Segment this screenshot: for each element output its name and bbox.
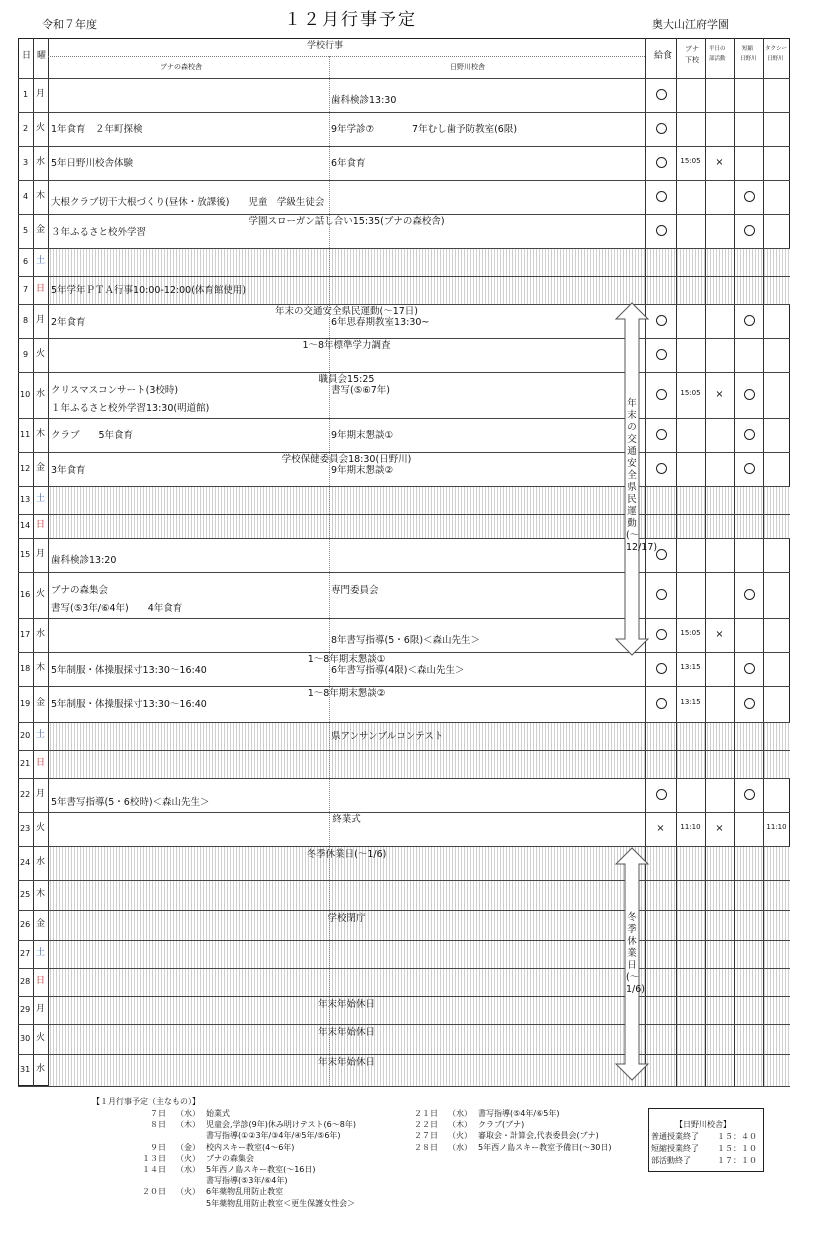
row-day: 6 — [23, 257, 29, 266]
row-day: 12 — [20, 464, 31, 473]
short-hino-mark — [744, 698, 755, 709]
row-weekday: 木 — [36, 191, 46, 201]
buna-dismissal-time: 15:05 — [680, 157, 701, 165]
page-title: １２月行事予定 — [284, 10, 417, 30]
hino-time-value: １７：１０ — [717, 1156, 757, 1165]
jan-event: 5年西ノ島スキー教室予備日(～30日) — [478, 1142, 612, 1152]
row-day: 16 — [20, 590, 31, 599]
fiscal-year: 令和７年度 — [42, 18, 97, 31]
lunch-mark — [656, 589, 667, 600]
row-day: 21 — [20, 759, 31, 768]
row-day: 20 — [20, 731, 31, 740]
lunch-mark — [656, 429, 667, 440]
row-divider — [18, 180, 790, 181]
header-club-2: 部活動 — [709, 56, 726, 62]
column-divider — [763, 38, 764, 1086]
row-weekday: 土 — [36, 256, 46, 266]
row-weekday: 金 — [36, 919, 46, 929]
column-divider — [33, 38, 34, 1086]
event-text: 3年食育 — [51, 465, 86, 476]
row-divider — [18, 146, 790, 147]
buna-dismissal-time: 15:05 — [680, 629, 701, 637]
row-day: 22 — [20, 790, 31, 799]
jan-event: ブナの森集会 — [206, 1153, 254, 1163]
row-day: 25 — [20, 890, 31, 899]
row-divider — [18, 722, 790, 723]
lunch-mark — [656, 349, 667, 360]
row-divider — [18, 880, 790, 881]
short-hino-mark — [744, 589, 755, 600]
event-text: 1～8年期末懇談① — [307, 654, 386, 665]
row-divider — [18, 686, 790, 687]
taxi-time: 11:10 — [766, 823, 787, 831]
row-weekday: 日 — [36, 976, 46, 986]
club-mark: × — [715, 629, 724, 640]
short-hino-mark — [744, 225, 755, 236]
event-text: 県アンサンブルコンテスト — [331, 731, 444, 742]
event-text: 終業式 — [332, 814, 361, 825]
row-weekday: 金 — [36, 225, 46, 235]
row-weekday: 水 — [36, 389, 46, 399]
row-weekday: 水 — [36, 629, 46, 639]
row-weekday: 火 — [36, 589, 46, 599]
row-weekday: 木 — [36, 889, 46, 899]
event-text: 6年食育 — [331, 158, 366, 169]
row-weekday: 水 — [36, 1064, 46, 1074]
row-weekday: 日 — [36, 758, 46, 768]
row-divider — [18, 338, 790, 339]
column-divider — [734, 38, 735, 1086]
event-text: 9年学診⑦ 7年むし歯予防教室(6限) — [331, 124, 518, 135]
buna-dismissal-time: 11:10 — [680, 823, 701, 831]
lunch-mark — [656, 191, 667, 202]
campus-divider — [329, 56, 330, 1086]
shaded-row-bg — [48, 750, 790, 778]
event-text: クリスマスコンサート(3校時) — [51, 385, 179, 396]
row-divider — [18, 812, 790, 813]
event-text: 年末年始休日 — [317, 1057, 375, 1068]
row-weekday: 火 — [36, 823, 46, 833]
row-weekday: 月 — [36, 315, 46, 325]
event-text: 年末年始休日 — [317, 1027, 375, 1038]
row-day: 4 — [23, 192, 29, 201]
row-weekday: 木 — [36, 429, 46, 439]
event-text: 5年制服・体操服採寸13:30～16:40 — [51, 665, 207, 676]
header-short-1: 短縮 — [742, 46, 754, 52]
short-hino-mark — [744, 191, 755, 202]
event-text: 冬季休業日(～1/6) — [306, 849, 387, 860]
row-day: 2 — [23, 124, 29, 133]
jan-event: 5年西ノ島スキー教室(～16日) — [206, 1165, 316, 1174]
row-day: 23 — [20, 824, 31, 833]
event-text: 1～8年期末懇談② — [307, 688, 386, 699]
event-text: 学校閉庁 — [327, 913, 366, 924]
row-divider — [18, 1054, 790, 1055]
row-divider — [18, 910, 790, 911]
row-day: 13 — [20, 495, 31, 504]
jan-date: ２８日 — [414, 1142, 438, 1152]
row-divider — [18, 214, 790, 215]
january-title: 【１月行事予定（主なもの）】 — [92, 1097, 200, 1106]
jan-date: ２７日 — [414, 1131, 438, 1141]
jan-weekday: （水） — [448, 1142, 472, 1152]
event-text: ブナの森集会 — [51, 585, 109, 596]
event-text: 歯科検診13:20 — [51, 555, 117, 566]
row-day: 10 — [20, 390, 31, 399]
event-text: 年末の交通安全県民運動(～17日) — [274, 306, 418, 317]
jan-weekday: （火） — [448, 1131, 472, 1141]
jan-weekday: （火） — [176, 1153, 200, 1163]
header-campus-hino: 日野川校舎 — [450, 63, 485, 71]
row-day: 8 — [23, 316, 29, 325]
lunch-mark — [656, 123, 667, 134]
row-weekday: 月 — [36, 549, 46, 559]
row-weekday: 水 — [36, 857, 46, 867]
hino-time-value: １５：１０ — [717, 1144, 757, 1153]
jan-date: ７日 — [150, 1109, 166, 1118]
event-text: 2年食育 — [51, 317, 86, 328]
row-day: 7 — [23, 285, 29, 294]
row-day: 1 — [23, 90, 29, 99]
row-weekday: 土 — [36, 948, 46, 958]
jan-weekday: （木） — [176, 1120, 200, 1130]
jan-date: １４日 — [142, 1165, 166, 1174]
jan-event: 始業式 — [206, 1109, 230, 1118]
row-divider — [18, 1086, 790, 1087]
header-buna-dismissal-2: 下校 — [685, 56, 699, 64]
event-text: 9年期末懇談② — [331, 465, 394, 476]
row-day: 24 — [20, 858, 31, 867]
column-divider — [705, 38, 706, 1086]
row-weekday: 木 — [36, 663, 46, 673]
row-divider — [18, 652, 790, 653]
jan-weekday: （金） — [176, 1142, 200, 1152]
row-day: 11 — [20, 430, 31, 439]
jan-event: 5年薬物乱用防止教室＜更生保護女性会＞ — [206, 1198, 356, 1208]
jan-date: １３日 — [142, 1153, 166, 1163]
lunch-mark — [656, 157, 667, 168]
row-weekday: 月 — [36, 1004, 46, 1014]
row-divider — [18, 778, 790, 779]
header-taxi-2: 日野川 — [767, 56, 784, 62]
lunch-mark — [656, 698, 667, 709]
jan-event: 6年薬物乱用防止教室 — [206, 1187, 284, 1197]
row-day: 14 — [20, 521, 31, 530]
buna-dismissal-time: 13:15 — [680, 698, 701, 706]
header-buna-dismissal-1: ブナ — [685, 45, 699, 53]
header-school-events: 学校行事 — [307, 41, 344, 51]
header-club-1: 平日の — [709, 46, 726, 52]
row-divider — [18, 996, 790, 997]
jan-weekday: （木） — [448, 1120, 472, 1130]
row-divider — [18, 1024, 790, 1025]
row-divider — [18, 572, 790, 573]
jan-event: 校内スキー教室(4～6年) — [206, 1142, 295, 1152]
short-hino-mark — [744, 429, 755, 440]
event-text: 専門委員会 — [331, 585, 379, 596]
row-day: 3 — [23, 158, 29, 167]
jan-weekday: （水） — [448, 1109, 472, 1118]
column-divider — [676, 38, 677, 1086]
lunch-mark — [656, 89, 667, 100]
jan-weekday: （水） — [176, 1109, 200, 1118]
shaded-row-bg — [48, 880, 790, 910]
jan-event: 審取会・計算会,代表委員会(ブナ) — [478, 1131, 599, 1141]
buna-dismissal-time: 15:05 — [680, 389, 701, 397]
jan-event: 書写指導(⑤3年/⑥4年) — [206, 1176, 288, 1186]
row-day: 26 — [20, 920, 31, 929]
header-short-2: 日野川 — [740, 56, 757, 62]
row-day: 15 — [20, 550, 31, 559]
event-text: ３年ふるさと校外学習 — [51, 227, 147, 238]
row-day: 28 — [20, 977, 31, 986]
shaded-row-bg — [48, 940, 790, 968]
row-weekday: 火 — [36, 349, 46, 359]
row-divider — [18, 538, 790, 539]
row-weekday: 水 — [36, 157, 46, 167]
short-hino-mark — [744, 463, 755, 474]
row-weekday: 月 — [36, 89, 46, 99]
row-weekday: 火 — [36, 1033, 46, 1043]
hino-campus-title: 【日野川校舎】 — [675, 1120, 731, 1129]
header-lunch: 給食 — [654, 51, 673, 61]
header-campus-buna: ブナの森校舎 — [160, 63, 202, 71]
lunch-mark — [656, 629, 667, 640]
row-weekday: 土 — [36, 730, 46, 740]
row-divider — [18, 452, 790, 453]
event-text: 5年日野川校舎体験 — [51, 158, 134, 169]
row-day: 31 — [20, 1065, 31, 1074]
row-divider — [18, 750, 790, 751]
hino-time-label: 普通授業終了 — [651, 1132, 699, 1141]
event-text: 書写(⑤3年/⑥4年) 4年食育 — [51, 603, 183, 614]
lunch-mark — [656, 315, 667, 326]
row-weekday: 金 — [36, 698, 46, 708]
jan-date: ９日 — [150, 1142, 166, 1152]
event-text: 書写(⑤⑥7年) — [331, 385, 390, 396]
row-divider — [18, 846, 790, 847]
event-text: 歯科検診13:30 — [331, 95, 397, 106]
row-divider — [18, 248, 790, 249]
shaded-row-bg — [48, 486, 790, 514]
header-day: 日 — [22, 51, 32, 61]
lunch-mark: × — [656, 823, 665, 834]
event-text: 年末年始休日 — [317, 999, 375, 1010]
jan-date: ２１日 — [414, 1109, 438, 1118]
row-divider — [18, 372, 790, 373]
row-day: 30 — [20, 1034, 31, 1043]
row-divider — [18, 618, 790, 619]
row-weekday: 土 — [36, 494, 46, 504]
row-divider — [18, 968, 790, 969]
jan-event: 児童会,学診(9年)休み明けテスト(6～8年) — [206, 1120, 356, 1130]
event-text: 9年期末懇談① — [331, 430, 394, 441]
shaded-row-bg — [48, 968, 790, 996]
club-mark: × — [715, 823, 724, 834]
lunch-mark — [656, 549, 667, 560]
buna-dismissal-time: 13:15 — [680, 663, 701, 671]
row-divider — [18, 112, 790, 113]
row-weekday: 月 — [36, 789, 46, 799]
row-weekday: 日 — [36, 284, 46, 294]
row-divider — [18, 276, 790, 277]
hino-time-label: 部活動終了 — [651, 1156, 691, 1165]
event-text: 8年書写指導(5・6限)＜森山先生＞ — [331, 635, 481, 646]
event-text: 5年制服・体操服採寸13:30～16:40 — [51, 699, 207, 710]
header-taxi-1: タクシー — [765, 46, 788, 52]
row-divider — [18, 304, 790, 305]
event-text: １年ふるさと校外学習13:30(明道館) — [51, 403, 210, 414]
header-bottom-line — [18, 78, 790, 79]
event-text: 1～8年標準学力調査 — [302, 340, 391, 351]
event-text: クラブ 5年食育 — [51, 430, 134, 441]
row-day: 27 — [20, 949, 31, 958]
row-weekday: 金 — [36, 463, 46, 473]
shaded-row-bg — [48, 248, 790, 276]
row-day: 5 — [23, 226, 29, 235]
short-hino-mark — [744, 789, 755, 800]
winter-holiday-label: 冬季休業日(〜1/6) — [626, 912, 645, 995]
jan-weekday: （水） — [176, 1165, 200, 1174]
lunch-mark — [656, 789, 667, 800]
jan-event: クラブ(ブナ) — [478, 1120, 525, 1130]
row-day: 19 — [20, 699, 31, 708]
event-text: 大根クラブ切干大根づくり(昼休・放課後) 児童 学級生徒会 — [51, 197, 325, 208]
event-text: 6年思春期教室13:30~ — [331, 317, 430, 328]
shaded-row-bg — [48, 514, 790, 538]
club-mark: × — [715, 157, 724, 168]
jan-event: 書写指導(⑤4年/⑥5年) — [478, 1109, 560, 1118]
event-text: 6年書写指導(4限)＜森山先生＞ — [331, 665, 465, 676]
jan-weekday: （火） — [176, 1187, 200, 1197]
lunch-mark — [656, 389, 667, 400]
short-hino-mark — [744, 663, 755, 674]
row-weekday: 日 — [36, 520, 46, 530]
lunch-mark — [656, 463, 667, 474]
column-divider — [48, 38, 49, 1086]
jan-date: ８日 — [150, 1120, 166, 1130]
event-text: 1年食育 ２年町探検 — [51, 124, 143, 135]
school-name: 奥大山江府学園 — [652, 18, 729, 31]
club-mark: × — [715, 389, 724, 400]
header-weekday: 曜 — [37, 51, 47, 61]
hino-time-value: １５：４０ — [717, 1132, 757, 1141]
jan-date: ２２日 — [414, 1120, 438, 1130]
row-divider — [18, 514, 790, 515]
row-day: 17 — [20, 630, 31, 639]
lunch-mark — [656, 663, 667, 674]
event-text: 5年書写指導(5・6校時)＜森山先生＞ — [51, 797, 210, 808]
event-text: 職員会15:25 — [318, 374, 375, 385]
short-hino-mark — [744, 389, 755, 400]
traffic-campaign-label: 年末の交通安全県民運動(〜12/17) — [626, 398, 658, 553]
row-divider — [18, 418, 790, 419]
row-day: 29 — [20, 1005, 31, 1014]
row-day: 9 — [23, 350, 29, 359]
jan-event: 書写指導(①②3年/③4年/④5年/⑤6年) — [206, 1131, 341, 1141]
row-weekday: 火 — [36, 123, 46, 133]
event-text: 5年学年ＰＴＡ行事10:00-12:00(体育館使用) — [51, 285, 247, 296]
row-divider — [18, 940, 790, 941]
header-subline — [48, 56, 645, 57]
lunch-mark — [656, 225, 667, 236]
hino-time-label: 短縮授業終了 — [651, 1144, 699, 1153]
event-text: 学園スローガン話し合い15:35(ブナの森校舎) — [248, 216, 445, 227]
event-text: 学校保健委員会18:30(日野川) — [281, 454, 412, 465]
jan-date: ２０日 — [142, 1187, 166, 1197]
short-hino-mark — [744, 315, 755, 326]
row-divider — [18, 486, 790, 487]
row-day: 18 — [20, 664, 31, 673]
